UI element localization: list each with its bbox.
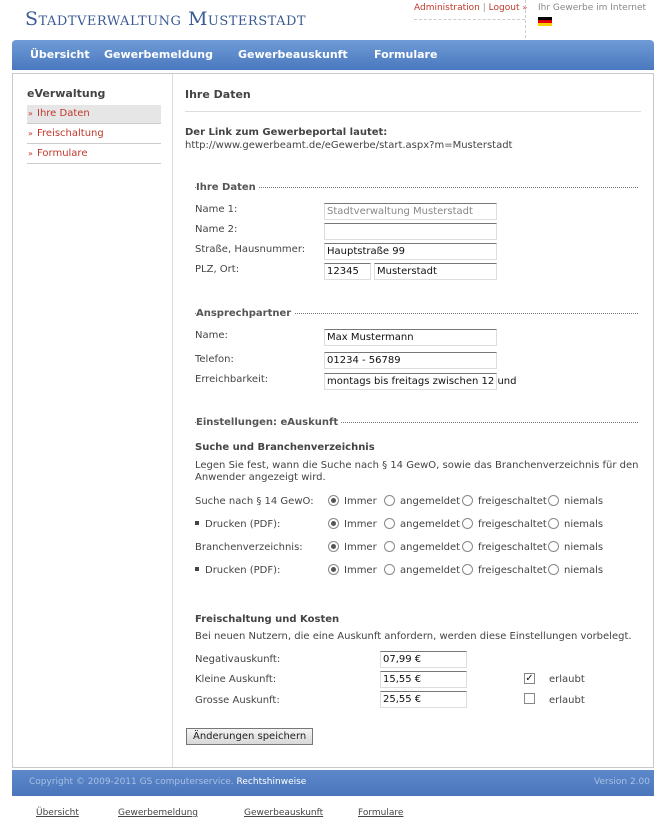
sidebar-bullet-icon: »: [28, 129, 33, 138]
street-label: Straße, Hausnummer:: [195, 244, 306, 255]
radio-row-label: [195, 565, 280, 576]
radio-row-label-text: Drucken (PDF):: [205, 565, 281, 576]
name2-label: Name 2:: [195, 224, 238, 235]
nav-uebersicht[interactable]: Übersicht: [30, 48, 90, 61]
phone-label: Telefon:: [195, 354, 234, 365]
name1-label: Name 1:: [195, 204, 238, 215]
header-dash-divider: [414, 19, 525, 20]
radio-option[interactable]: [548, 518, 559, 529]
square-bullet-icon: [195, 521, 199, 525]
sidebar-item-freischaltung[interactable]: [27, 125, 161, 144]
german-flag-icon[interactable]: [538, 17, 552, 26]
radio-option-label: Immer: [344, 496, 377, 507]
reachability-label: Erreichbarkeit:: [195, 374, 269, 385]
footer-copyright: [29, 777, 306, 787]
radio-option-label: angemeldet: [400, 496, 461, 507]
radio-option[interactable]: [384, 495, 395, 506]
radio-row-label: [195, 519, 280, 530]
admin-link[interactable]: Administration: [414, 3, 480, 13]
section-legend: Einstellungen: eAuskunft: [196, 417, 341, 428]
bottom-nav-gewerbeauskunft[interactable]: Gewerbeauskunft: [244, 808, 324, 818]
radio-row-label: [195, 496, 314, 507]
radio-option-label: angemeldet: [400, 542, 461, 553]
small-info-label: Kleine Auskunft:: [195, 674, 277, 685]
top-link-separator: |: [482, 3, 486, 13]
bottom-nav-formulare[interactable]: Formulare: [358, 808, 404, 818]
costs-desc: Bei neuen Nutzern, die eine Auskunft anfordern, werden diese Einstellungen vorbelegt.: [195, 631, 632, 642]
radio-option[interactable]: [548, 564, 559, 575]
sidebar-bullet-icon: »: [28, 149, 33, 158]
radio-option[interactable]: [384, 541, 395, 552]
sidebar-item-formulare[interactable]: [27, 145, 161, 164]
search-settings-heading: Suche und Branchenverzeichnis: [195, 442, 375, 453]
logout-link[interactable]: Logout: [488, 3, 520, 13]
negative-info-label: Negativauskunft:: [195, 654, 281, 665]
radio-option-label: freigeschaltet: [478, 542, 547, 553]
negative-info-price-field[interactable]: 07,99 €: [380, 651, 467, 668]
name2-field[interactable]: [324, 223, 497, 240]
radio-option[interactable]: [328, 564, 339, 575]
radio-option-label: niemals: [564, 496, 604, 507]
radio-row-label-text: Drucken (PDF):: [205, 519, 281, 530]
title-divider: [185, 111, 641, 112]
footer-bar: [12, 770, 654, 796]
radio-option[interactable]: [328, 495, 339, 506]
radio-option-label: freigeschaltet: [478, 519, 547, 530]
nav-gewerbeauskunft[interactable]: Gewerbeauskunft: [238, 48, 348, 61]
logout-arrow-icon: »: [522, 3, 528, 12]
sidebar-item-label: Ihre Daten: [37, 108, 90, 119]
radio-option-label: angemeldet: [400, 565, 461, 576]
city-field[interactable]: Musterstadt: [374, 263, 497, 280]
nav-formulare[interactable]: Formulare: [374, 48, 438, 61]
radio-option[interactable]: [548, 495, 559, 506]
content-frame: [12, 73, 654, 768]
search-settings-desc-line1: Legen Sie fest, wann die Suche nach § 14 GewO, sowie das Branchenverzeichnis für den: [195, 460, 639, 471]
radio-row-label: [195, 542, 303, 553]
plz-field[interactable]: 12345: [324, 263, 371, 280]
large-info-label: Grosse Auskunft:: [195, 695, 280, 706]
street-field[interactable]: Hauptstraße 99: [324, 243, 497, 260]
radio-option[interactable]: [328, 518, 339, 529]
small-info-price-field[interactable]: 15,55 €: [380, 671, 467, 688]
top-links: [414, 3, 527, 13]
radio-option[interactable]: [462, 495, 473, 506]
sidebar-item-label: Freischaltung: [37, 128, 104, 139]
tagline: Ihr Gewerbe im Internet: [538, 3, 647, 13]
radio-option[interactable]: [384, 518, 395, 529]
link-intro: Der Link zum Gewerbeportal lautet:: [185, 127, 388, 138]
phone-field[interactable]: 01234 - 56789: [324, 352, 497, 369]
site-brand: Stadtverwaltung Musterstadt: [25, 8, 307, 30]
main-navbar: [12, 40, 654, 70]
square-bullet-icon: [195, 567, 199, 571]
reachability-field[interactable]: montags bis freitags zwischen 12 und: [324, 373, 497, 390]
section-legend: Ansprechpartner: [196, 308, 294, 319]
radio-option[interactable]: [462, 518, 473, 529]
radio-option-label: Immer: [344, 519, 377, 530]
page-title: Ihre Daten: [185, 88, 251, 101]
radio-option[interactable]: [384, 564, 395, 575]
contact-name-label: Name:: [195, 330, 228, 341]
portal-link-url[interactable]: http://www.gewerbeamt.de/eGewerbe/start.aspx?m=Musterstadt: [185, 140, 513, 151]
radio-option-label: freigeschaltet: [478, 565, 547, 576]
small-info-allowed-checkbox[interactable]: [524, 673, 535, 684]
radio-option-label: niemals: [564, 542, 604, 553]
copyright-text: Copyright © 2009-2011 GS computerservice.: [29, 777, 234, 787]
sidebar: [13, 74, 173, 767]
version-label: Version 2.00: [594, 777, 650, 787]
legal-notice-link[interactable]: Rechtshinweise: [236, 777, 307, 787]
sidebar-bullet-icon: »: [28, 109, 33, 118]
save-changes-button[interactable]: Änderungen speichern: [186, 728, 313, 745]
radio-option[interactable]: [462, 564, 473, 575]
contact-name-field[interactable]: Max Mustermann: [324, 329, 497, 346]
small-info-allowed-label: erlaubt: [549, 674, 585, 685]
plz-label: PLZ, Ort:: [195, 264, 240, 275]
search-settings-desc-line2: Anwender angezeigt wird.: [195, 472, 326, 483]
section-legend: Ihre Daten: [196, 182, 259, 193]
radio-option-label: Immer: [344, 565, 377, 576]
radio-row-label-text: Suche nach § 14 GewO:: [195, 496, 314, 507]
radio-option[interactable]: [462, 541, 473, 552]
radio-row-label-text: Branchenverzeichnis:: [195, 542, 303, 553]
radio-option[interactable]: [548, 541, 559, 552]
bottom-nav-gewerbemeldung[interactable]: Gewerbemeldung: [118, 808, 198, 818]
sidebar-title: eVerwaltung: [27, 87, 106, 100]
radio-option-label: niemals: [564, 519, 604, 530]
radio-option-label: freigeschaltet: [478, 496, 547, 507]
radio-option-label: angemeldet: [400, 519, 461, 530]
large-info-price-field[interactable]: 25,55 €: [380, 691, 467, 708]
sidebar-item-ihre-daten[interactable]: [27, 105, 161, 124]
costs-heading: Freischaltung und Kosten: [195, 614, 340, 625]
section-ansprechpartner: [195, 308, 638, 319]
header-vertical-divider: [525, 0, 526, 38]
sidebar-item-label: Formulare: [37, 148, 88, 159]
radio-option[interactable]: [328, 541, 339, 552]
name1-field[interactable]: Stadtverwaltung Musterstadt: [324, 203, 497, 220]
section-einstellungen: [195, 417, 638, 428]
checkmark-icon: ✓: [525, 673, 534, 684]
bottom-nav-uebersicht[interactable]: Übersicht: [36, 808, 79, 818]
radio-option-label: niemals: [564, 565, 604, 576]
large-info-allowed-label: erlaubt: [549, 695, 585, 706]
radio-option-label: Immer: [344, 542, 377, 553]
nav-gewerbemeldung[interactable]: Gewerbemeldung: [104, 48, 213, 61]
section-ihre-daten: [195, 182, 638, 193]
large-info-allowed-checkbox[interactable]: [524, 693, 535, 704]
